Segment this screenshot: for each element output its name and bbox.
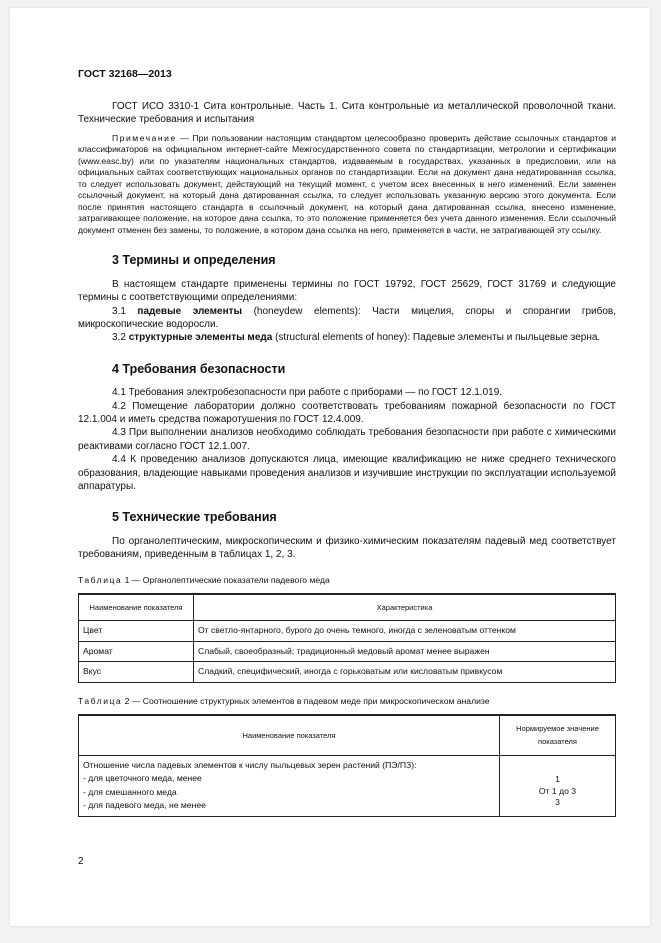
clause-4-2: 4.2 Помещение лаборатории должно соответствовать требованиям пожарной безопасности по ГОСТ 12.1.004 и иметь средства пожаротушения по ГОСТ 12.4.009. [78, 400, 616, 425]
table-cell [79, 755, 500, 816]
term-3-1-number: 3.1 [112, 305, 126, 317]
term-3-2-definition: (structural elements of honey): Падевые элементы и пыльцевые зерна. [275, 332, 601, 344]
table-2-caption [78, 695, 616, 708]
table-1-caption [78, 574, 616, 587]
document-page [10, 8, 650, 926]
table-cell: Вкус [79, 662, 194, 682]
table-cell: Сладкий, специфический, иногда с горьковатым или кисловатым привкусом [194, 662, 616, 682]
table-2 [78, 714, 616, 816]
table-header-row [79, 594, 616, 621]
table-cell: Цвет [79, 621, 194, 641]
table-header-cell: Нормируемое значение показателя [500, 715, 616, 755]
table-row [79, 662, 616, 682]
table-row [79, 641, 616, 661]
table-cell: Слабый, своеобразный: традиционный медовый аромат менее выражен [194, 641, 616, 661]
value-item: 1 [555, 774, 560, 785]
table-row [79, 755, 616, 816]
table-cell: Аромат [79, 641, 194, 661]
clause-4-1: 4.1 Требования электробезопасности при работе с приборами — по ГОСТ 12.1.019. [112, 387, 503, 399]
reference-entry: ГОСТ ИСО 3310-1 Сита контрольные. Часть 1. Сита контрольные из металлической проволочной ткани. Технические требования и испытания [78, 101, 616, 126]
table-1-label: Таблица [78, 574, 123, 585]
term-3-1-definition: (honeydew elements): Части мицелия, споры и спорангии грибов, микроскопические водоросли. [78, 305, 617, 330]
term-3-2-name: структурные элементы меда [128, 332, 273, 344]
table-2-label: Таблица [78, 695, 123, 706]
page-number: 2 [78, 856, 84, 867]
table-1 [78, 593, 616, 683]
table-header-cell: Наименование показателя [79, 594, 194, 621]
section-4-title: 4 Требования безопасности [112, 361, 286, 376]
table-header-cell: Характеристика [194, 594, 616, 621]
term-3-1 [78, 305, 616, 332]
table-row [79, 621, 616, 641]
note-text: — При пользовании настоящим стандартом целесообразно проверить действие ссылочных стандартов и классификаторов на официальном интернет-сайте Межгосударственного совета по стандартизации, метрологии и сертификации (www.easc.by) или по указателям национальных стандартов, издаваемым в государствах, указанных в предисловии, или на официальных сайтах соответствующих национальных органов по стандартизации. Если на документ дана недатированная ссылка, то следует использовать документ, действующий на текущий момент, с учетом всех внесенных в него изменений. Если заменен ссылочный документ, на который дана датированная ссылка, то следует использовать указанную версию этого документа. Если после принятия настоящего стандарта в ссылочный документ, на который дана датированная ссылка, внесено изменение, затрагивающее положение, на которое дана ссылка, то это положение применяется без учета данного изменения. Если ссылочный документ отменен без замены, то положение, в котором дана ссылка на него, применяется в части, не затрагивающей эту ссылку. [78, 132, 616, 235]
section-5-title: 5 Технические требования [112, 510, 277, 525]
table-2-caption-text: 2 — Соотношение структурных элементов в падевом меде при микроскопическом анализе [124, 695, 490, 706]
section-3-title: 3 Термины и определения [112, 253, 276, 268]
table-cell [500, 755, 616, 816]
row-title: Отношение числа падевых элементов к числу пыльцевых зерен растений (ПЭ/ПЗ): [83, 759, 417, 770]
term-3-2-number: 3.2 [112, 332, 126, 344]
table-cell: От светло-янтарного, бурого до очень темного, иногда с зеленоватым оттенком [194, 621, 616, 641]
term-3-2 [78, 331, 616, 344]
page-content [78, 100, 616, 817]
section-3-intro: В настоящем стандарте применены термины по ГОСТ 19792, ГОСТ 25629, ГОСТ 31769 и следующие термины с соответствующими определениями: [78, 278, 616, 304]
clause-4-3: 4.3 При выполнении анализов необходимо соблюдать требования безопасности при работе с химическими реактивами согласно ГОСТ 12.1.007. [78, 427, 616, 452]
note-label: Примечание [112, 132, 177, 143]
document-id-header: ГОСТ 32168—2013 [78, 68, 172, 80]
note-paragraph [78, 133, 616, 237]
section-5-intro: По органолептическим, микроскопическим и физико-химическим показателям падевый мед соответствует требованиям, приведенным в таблицах 1, 2, 3. [78, 535, 616, 561]
term-3-1-name: падевые элементы [137, 305, 243, 317]
table-header-cell: Наименование показателя [79, 715, 500, 755]
table-header-row [79, 715, 616, 755]
list-item: - для цветочного меда, менее [83, 773, 202, 784]
clause-4-4: 4.4 К проведению анализов допускаются лица, имеющие квалификацию не ниже среднего технического образования, владеющие навыками проведения анализов и изучившие инструкции по эксплуатации используемой аппаратуры. [78, 454, 616, 492]
value-item: От 1 до 3 [538, 785, 577, 796]
value-item: 3 [555, 797, 560, 808]
list-item: - для смешанного меда [83, 786, 177, 797]
table-1-caption-text: 1 — Органолептические показатели падевого меда [124, 574, 330, 585]
list-item: - для падевого меда, не менее [83, 800, 206, 811]
